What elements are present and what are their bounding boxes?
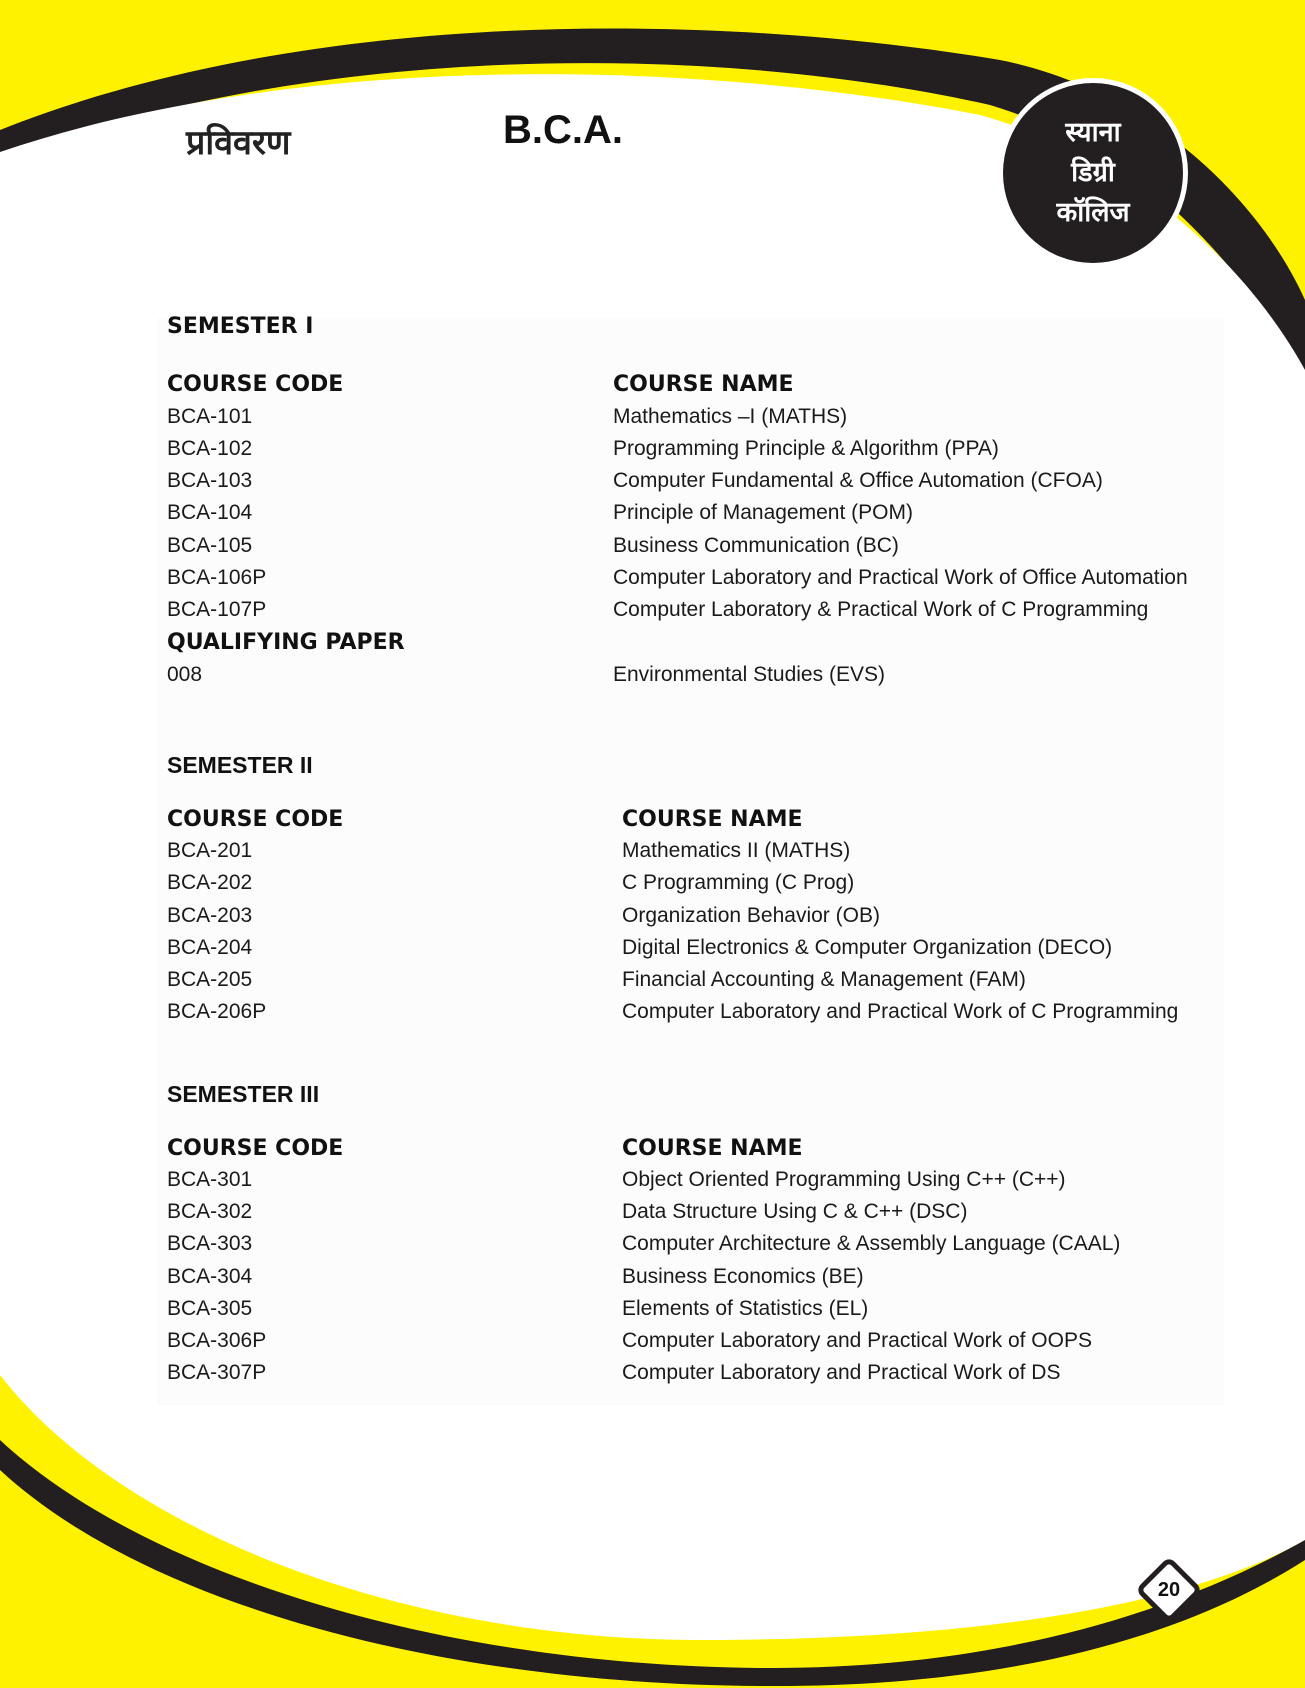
course-name: Business Economics (BE) (622, 1265, 864, 1288)
course-code: BCA-303 (167, 1232, 253, 1255)
semester-title: SEMESTER III (167, 1081, 320, 1107)
semester-title: SEMESTER I (167, 314, 314, 339)
course-code: BCA-302 (167, 1200, 253, 1223)
semester-title: SEMESTER II (167, 752, 313, 778)
course-code: BCA-102 (167, 437, 253, 460)
course-name: Computer Laboratory and Practical Work of DS (622, 1361, 1061, 1384)
course-code: BCA-201 (167, 839, 253, 862)
course-code: BCA-105 (167, 534, 253, 557)
course-name: Digital Electronics & Computer Organization (DECO) (622, 936, 1113, 959)
page-heading-hindi: प्रविवरण (186, 123, 291, 163)
course-code: BCA-306P (167, 1329, 267, 1352)
course-name: Computer Fundamental & Office Automation (CFOA) (613, 469, 1103, 492)
course-code-header: COURSE CODE (167, 807, 344, 832)
course-name: Computer Laboratory and Practical Work of C Programming (622, 1000, 1179, 1023)
course-name: Business Communication (BC) (613, 534, 899, 557)
course-code-header: COURSE CODE (167, 372, 344, 397)
course-code: BCA-305 (167, 1297, 253, 1320)
course-name: Object Oriented Programming Using C++ (C++) (622, 1168, 1066, 1191)
badge-line-1: स्याना (1065, 117, 1121, 148)
course-name: Financial Accounting & Management (FAM) (622, 968, 1026, 991)
college-badge (998, 78, 1188, 268)
course-name: Elements of Statistics (EL) (622, 1297, 869, 1320)
course-code-header: COURSE CODE (167, 1136, 344, 1161)
course-code: BCA-204 (167, 936, 253, 959)
course-code: BCA-104 (167, 501, 253, 524)
course-name: Principle of Management (POM) (613, 501, 913, 524)
course-code: BCA-205 (167, 968, 253, 991)
course-code: BCA-206P (167, 1000, 267, 1023)
course-code: BCA-103 (167, 469, 253, 492)
course-code: BCA-304 (167, 1265, 253, 1288)
course-name: Data Structure Using C & C++ (DSC) (622, 1200, 968, 1223)
course-code: BCA-301 (167, 1168, 253, 1191)
course-name: Mathematics II (MATHS) (622, 839, 851, 862)
course-name: Computer Laboratory and Practical Work of Office Automation (613, 566, 1188, 589)
course-name: C Programming (C Prog) (622, 871, 855, 894)
page-number: 20 (1157, 1578, 1181, 1601)
course-code: BCA-202 (167, 871, 253, 894)
course-name-header: COURSE NAME (622, 807, 803, 832)
course-code: BCA-307P (167, 1361, 267, 1384)
qualifying-label: QUALIFYING PAPER (167, 630, 405, 655)
course-code: BCA-203 (167, 904, 253, 927)
course-code: BCA-101 (167, 405, 253, 428)
course-code: BCA-107P (167, 598, 267, 621)
course-list (157, 314, 1224, 1405)
course-name: Organization Behavior (OB) (622, 904, 880, 927)
course-name: Computer Laboratory & Practical Work of C Programming (613, 598, 1149, 621)
program-title: B.C.A. (503, 108, 623, 152)
course-name: Environmental Studies (EVS) (613, 663, 885, 686)
course-code: 008 (167, 663, 203, 686)
course-name: Computer Laboratory and Practical Work of OOPS (622, 1329, 1092, 1352)
course-name: Programming Principle & Algorithm (PPA) (613, 437, 999, 460)
course-code: BCA-106P (167, 566, 267, 589)
badge-line-3: कॉलिज (1056, 197, 1130, 228)
course-name: Computer Architecture & Assembly Language (CAAL) (622, 1232, 1121, 1255)
course-name-header: COURSE NAME (622, 1136, 803, 1161)
course-name-header: COURSE NAME (613, 372, 794, 397)
course-name: Mathematics –I (MATHS) (613, 405, 848, 428)
badge-line-2: डिग्री (1071, 157, 1115, 188)
